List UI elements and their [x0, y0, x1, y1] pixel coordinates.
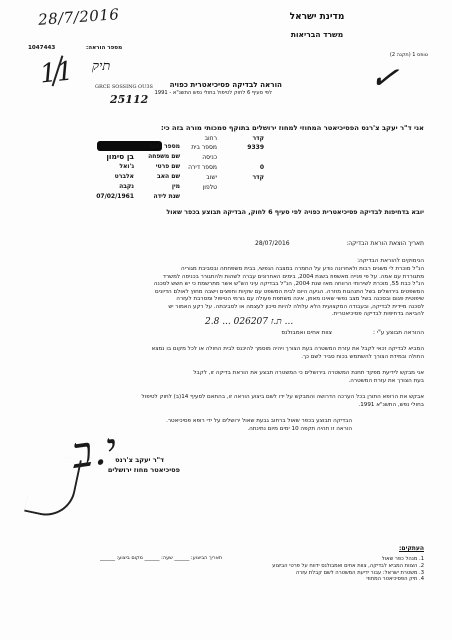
handwritten-stamp-line-2: 25112: [110, 93, 149, 106]
reasons-line: מתגוררת עם אמה. על פי פנייה מאשפוז בשנת 2004, בימים האחרונים עברה לשהות ולהתגורר בכניסה למשרד: [162, 273, 424, 280]
reasons-line: להביאה בדחיפות לבדיקה פסיכיאטרית.: [331, 311, 424, 317]
issue-date-label: תאריך הוצאת הוראת הבדיקה:: [346, 240, 424, 247]
reasons-line: שיפוטית פגום ובסכנה בשל מצב נפשי שאינו מאוזן, אינה משתפת פעולה עם גורמי הטיפול ומסרבת לעזרה: [176, 296, 424, 302]
checkmark-scribble: ✓: [366, 56, 401, 100]
handwritten-date: 28/7/2016: [37, 5, 120, 29]
handwritten-number: 11: [38, 56, 75, 90]
signature-stroke: [24, 451, 82, 521]
title-law: לפי סעיף 6 לחוק לטיפול בחולי נפש התשנ"א - 1991: [154, 90, 272, 96]
field-label: שם משפחה: [148, 153, 180, 160]
instruction-line: אני מבקש לידיעת מפקד תחנת המשטרה בירושלים כי המשטרה תבצע את הוראת בדיקה זו, לקבל: [193, 370, 424, 376]
exam-place-line: הבדיקה תבוצע בכפר שאול ברחוב גבעת שאול ירושלים על ידי רופא פסיכיאטר.: [166, 418, 352, 424]
house-label: מספר בית: [191, 144, 217, 151]
reasons-line: הנ"ל מוכרת לי משנים רבות ולאחרונה נודע על החמרה במצבה הנפשי, בבית משפחתה ובסביבת מגוריה: [181, 266, 424, 272]
house-value: 9339: [247, 144, 264, 151]
field-value: נקבה: [119, 183, 134, 190]
form-label: טופס 1 (תקנה 2): [389, 52, 428, 58]
apt-value: 0: [259, 164, 264, 171]
field-first-name: [30, 162, 180, 171]
field-label: מין: [171, 183, 180, 190]
exam-place-line: הוראה זו תהיה תקפה 10 ימים מיום נתינתה.: [247, 426, 352, 432]
city-label: ישוב: [206, 174, 217, 181]
handwritten-note: תיק: [92, 59, 111, 74]
field-id: [30, 142, 180, 151]
ministry-name: משרד הבריאות: [290, 30, 344, 39]
duty-line: אבקש את הרופא התורן בכל הערכה הדרושה והמבקש על ידו לשם ביצוע הוראה זו, בהתאם לסעיף 14(ב) לחוק לטיפול: [141, 394, 424, 400]
police-line: המביא לבדיקה זכאי לקבל את עזרת המשטרה בעת הצורך ויהיה מוסמך להיכנס לבית החולה או לכל מקום בו נמצא: [151, 346, 424, 352]
field-label: מספר זהות: [149, 143, 180, 150]
street-value: קדר: [252, 135, 264, 142]
title-main: הוראה לבדיקה פסיכיאטרית כפויה: [169, 80, 282, 89]
escort-label: ההוראה תבוצע ע"י :: [373, 330, 424, 336]
handwritten-id-line: ת.ז 026207 ... 2.8 ...: [205, 317, 294, 327]
street-label: רחוב: [204, 135, 217, 142]
copies-heading: העתקים:: [399, 545, 424, 552]
duty-line: בחולי נפש, התשנ"א 1991.: [358, 402, 424, 408]
apt-label: מספר דירה: [188, 164, 217, 171]
field-label: שם האב: [157, 173, 180, 180]
copy-item: 1. מנהל כפר שאול: [381, 556, 424, 562]
city-value: קדר: [252, 174, 264, 181]
declaration: אני ד"ר יעקב צ'רנס הפסיכיאטר המחוזי למחוז ירושלים בתוקף סמכותי מורה בזה כי:: [160, 124, 424, 132]
signer-name: ד"ר יעקב צ'רנס: [115, 456, 164, 464]
entrance-label: כניסה: [202, 154, 217, 161]
instruction-line: בעת הצורך את עזרת המשטרה.: [348, 378, 424, 384]
summons-line: יובא בדחיפות לבדיקה פסיכיאטרית כפויה לפי סעיף 6 לחוק, הבדיקה תבוצע בכפר שאול: [166, 208, 424, 216]
field-label: שנת לידה: [153, 193, 180, 200]
header-block: [252, 11, 382, 41]
signer-title: פסיכיאטר מחוז ירושלים: [107, 466, 180, 474]
order-number-label: מספר הוראה:: [86, 45, 123, 51]
field-gender: [30, 182, 180, 191]
copy-item: 3. משטרת ישראל: עבור ידיעת המשטרה לשם קבלת עזרה: [295, 569, 424, 576]
state-name: מדינת ישראל: [289, 12, 345, 22]
reasons-line: המשפטים בירושלים בשל התנהגות מוזרה. הגיעה היום לבית המשפט עם שקיות וחפצים וישבה מחוץ לאולם הדיונים: [155, 288, 424, 295]
field-last-name: [30, 152, 180, 161]
copy-item: 2. הצוות המביא לבדיקה, צוות אחים ואמבולנס ידווח על פרטי הביצוע: [272, 562, 424, 569]
escort-value: צוות אחים ואמבולנס: [281, 330, 332, 336]
field-value: בן סימון: [106, 152, 134, 161]
field-birth-date: [30, 192, 180, 201]
handwritten-stamp-line-1: GRCE SOSSING OU3S: [95, 84, 153, 90]
order-number-value: 1047443: [28, 45, 56, 51]
field-value: אלברט: [114, 173, 134, 180]
signature-scribble: י.ב: [68, 423, 120, 478]
phone-label: טלפון: [202, 184, 217, 191]
execution-line: תאריך הביצוע: ______ שעה: ______ מקום ביצוע: ______: [100, 555, 223, 561]
field-label: שם פרטי: [155, 163, 180, 170]
field-value: ג'ואל: [119, 163, 134, 170]
issue-date-value: 28/07/2016: [255, 240, 290, 247]
police-line: החולה ובמידת הצורך להשתמש בכוח סביר לשם כך.: [301, 354, 424, 360]
copy-item: 4. תיק הפסיכיאטר המחוזי: [366, 576, 424, 583]
reasons-line: הנ"ל כבת 55, מוכרת לשירותי הרווחה מאז שנת 2004, הנ"ל בבדיקה עיני הש"ש אשר מתרשמת כי יש חשש לסכנה: [153, 281, 424, 287]
field-father-name: [30, 172, 180, 181]
reasons-heading: הנימוקים להוראת הבדיקה:: [357, 258, 424, 264]
reasons-line: לסכנה מיידית לבדיקה, ובעבודה המקצועית הלא עלולה להיות סיכון לעצמה או לסביבתה. על רקע האמור יש: [168, 303, 424, 310]
field-value: 07/02/1961: [96, 193, 134, 200]
